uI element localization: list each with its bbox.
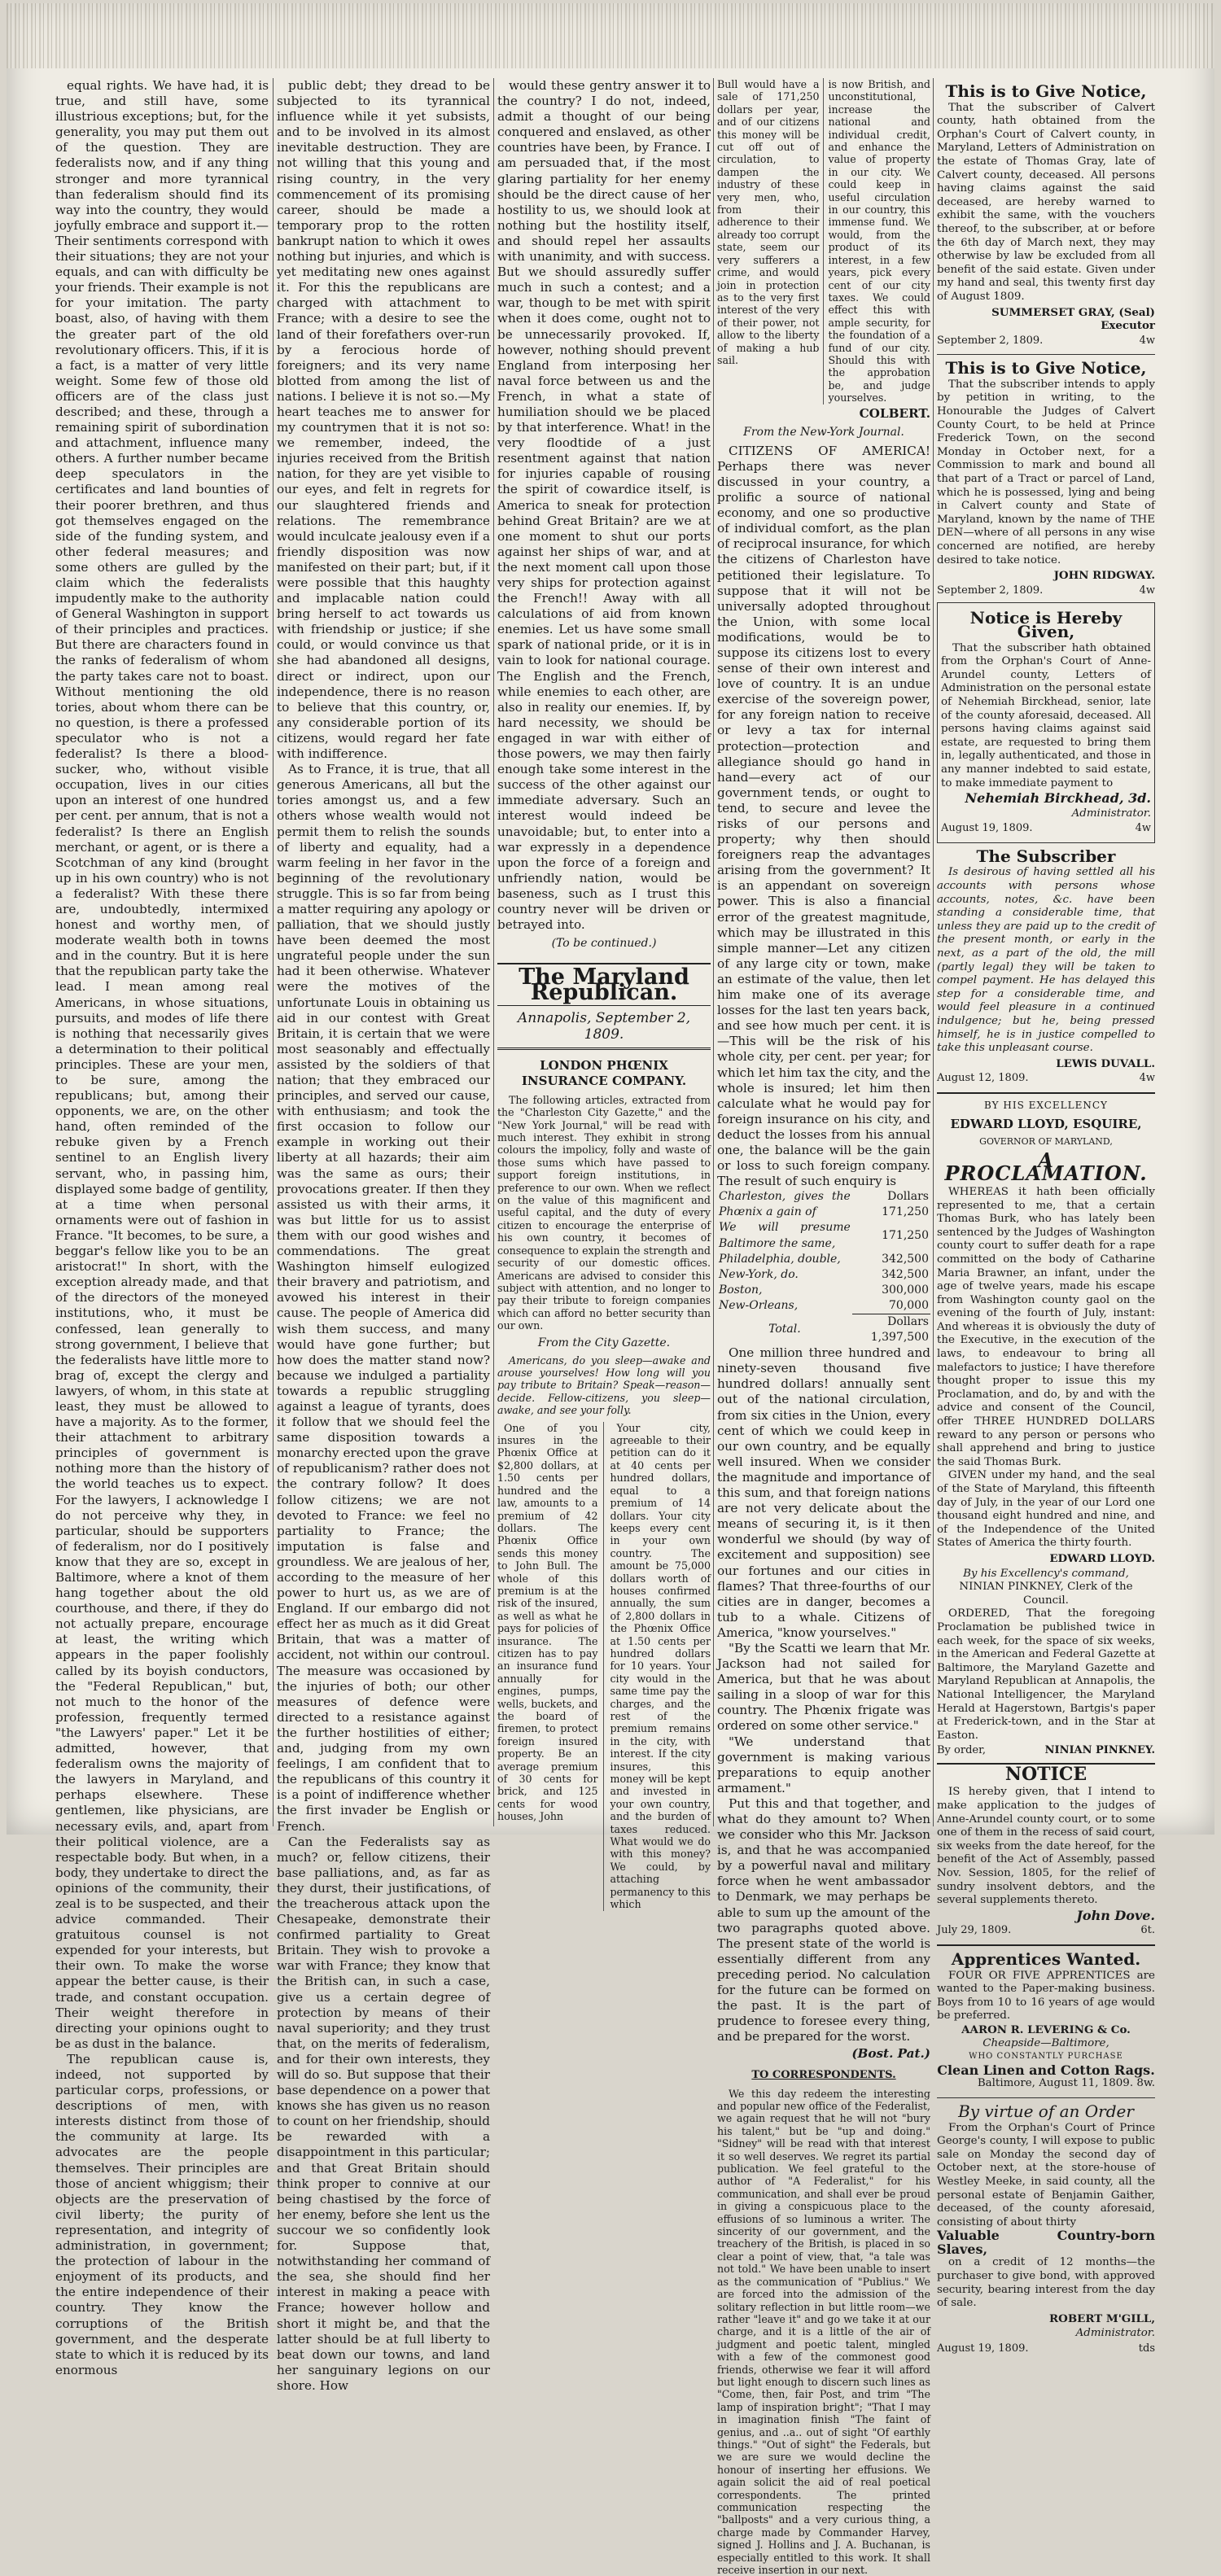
ad-title: By virtue of an Order (958, 2101, 1134, 2121)
gains-table (717, 1189, 930, 1345)
notice-body: IS hereby given, that I intend to make application to the judges of Anne-Arundel county court, or to some one of them in the recess of said court, six weeks from the date hereof, for the benefit of the Act of Assembly, passed Nov. Session, 1805, for the relief of sundry insolvent debtors, and the several supplements thereto. (937, 1786, 1155, 1907)
quote-paragraph: Americans, do you sleep—awake and arouse yourselves! How long will you pay tribute to Britain? Speak—reason—decide. Fellow-citizens, you sleep—awake, and see your folly. (497, 1354, 711, 1417)
table-row (717, 1283, 930, 1298)
table-cell: 300,000 (882, 1283, 929, 1297)
article-paragraph: The republican cause is, indeed, not supported by particular corps, professions, or descriptions of men, with interests distinct from those of the community at large. Its advocates are the people themselves. Their principles are those of ancient whiggism; their objects are the preservation of civil liberty; the purity of representation, and integrity of administration, in government; the protection of labour in the enjoyment of its products, and the entire independence of their country. They know the corruptions of the British government, and the desperate state to which it is reduced by its enormous (55, 2051, 269, 2377)
article-paragraph: Put this and that together, and what do they amount to? When we consider who this Mr. Jackson is, and that he was accompanied by a powerful naval and military force when he went ambassador to Denmark, we may perhaps be able to sum up the amount of the two paragraphs quoted above. The present state of the world is essentially different from any preceding period. No calculation for the future can be formed on the past. It is the part of prudence to foresee every thing, and be prepared for the worst. (717, 1795, 930, 2045)
column-5-ads (937, 78, 1155, 2355)
proclamation-governor: GOVERNOR OF MARYLAND, (979, 1136, 1113, 1148)
ad-title: The Subscriber (976, 846, 1116, 866)
ad-body: Is desirous of having settled all his accounts with persons whose accounts, notes, &c. have been standing a considerable time, that unless they are paid up to the credit of the present month, or early in the next, as a part of the old, the mill (partly legal) they will be taken to compel payment. He has delayed this step for a considerable time, and would feel pleasure in a continued indulgence; but he, being pressed himself, he is in justice compelled to take this unpleasant course. (937, 866, 1155, 1055)
table-cell: Total. (768, 1323, 801, 1336)
column-4 (717, 78, 930, 2576)
two-column-block (497, 1422, 711, 1911)
ad-date: August 12, 1809. (937, 1072, 1029, 1085)
ad-terms: on a credit of 12 months—the purchaser to give bond, with approved security, bearing interest from the day of sale. (937, 2256, 1155, 2310)
ad-title: This is to Give Notice, (945, 81, 1147, 101)
signature: COLBERT. (859, 405, 930, 421)
proclamation-signature: EDWARD LLOYD. (1049, 1551, 1155, 1565)
notice-date-line (937, 1924, 1155, 1938)
source-attribution: (Bost. Pat.) (851, 2046, 930, 2062)
ad-signature: LEWIS DUVALL. (1056, 1056, 1155, 1070)
table-cell: New-York, do. (719, 1267, 799, 1281)
article-paragraph: CITIZENS OF AMERICA! Perhaps there was never discussed in your country, a prolific a source of national economy, and one so productive of individual comfort, as the plan of reciprocal insurance, for which the citizens of Charleston have petitioned their legislature. To suppose that it will not be universally adopted throughout the Union, with some local modifications, would be to suppose its citizens lost to every sense of their own interest and love of country. It is an undue exercise of the sovereign power, for any foreign nation to receive or levy a tax for internal protection—protection and allegiance should go hand in hand—every act of our government tends, or ought to tend, to secure and levee the risks of our persons and property; why then should foreigners reap the advantages arising from the government? It is an appendant on sovereign power. This is also a financial error of the greatest magnitude, which may be illustrated in this simple manner—Let any citizen of any large city or town, make an estimate of the value, then let him make one of its average losses for the last ten years back, and see how much per cent. it is—This will be the risk of his whole city, per cent. per year; for which let him tax the city, and the whole is insured; let him then calculate what he would pay for foreign insurance on his city, and deduct the losses from his annual one, the balance will be the gain or loss to such foreign company. The result of such enquiry is (717, 443, 930, 1189)
ad-run: 4w (1139, 334, 1155, 347)
ad-date: August 19, 1809. (937, 2342, 1029, 2355)
continued-two-column (717, 78, 930, 405)
boxed-ad (937, 602, 1155, 843)
table-cell: 171,250 (882, 1228, 929, 1242)
continued-note: (To be continued.) (551, 937, 657, 951)
ad-signature: SUMMERSET GRAY, (Seal) Executor (991, 305, 1155, 333)
ad-place: Cheapside—Baltimore, (982, 2036, 1109, 2049)
column-3 (497, 78, 711, 1911)
order-signature: NINIAN PINKNEY. (1044, 1744, 1155, 1757)
table-cell: Dollars 171,250 (882, 1190, 929, 1219)
ad-date: August 19, 1809. (941, 822, 1033, 835)
article-paragraph: Can the Federalists say as much? or, fellow citizens, their base palliations, and, as far as they durst, their justifications, of the treacherous attack upon the Chesapeake, demonstrate their confirmed partiality to Great Britain. They wish to provoke a war with France; they know that the British can, in such a case, give us a certain degree of protection by means of their naval superiority; and they trust that, on the merits of federalism, and for their own interests, they will do so. But suppose that their base dependence on a power that knows she has given us no reason to count on her friendship, should be rewarded with a disappointment in this particular; and that Great Britain should think proper to connive at our being chastised by the force of her enemy, before she lent us the succour we so confidently look for. Suppose that, notwithstanding her command of the sea, she should find her interest in making a peace with France; however hollow and short it might be, and that the latter should be at full liberty to beat down our towns, and land her sanguinary legions on our shore. How (277, 1834, 490, 2393)
article-paragraph: equal rights. We have had, it is true, and still have, some illustrious exceptions; but, for the generality, you may put them out of the question. They are federalists now, and if any thing stronger and more tyrannical than federalism should find its way into the country, they would joyfully embrace and support it.—Their sentiments correspond with their situations; they are not your equals, and can with difficulty be your friends. Their example is not for your imitation. The party boast, also, of having with them the greater part of the old revolutionary officers. This, if it is a fact, is a matter of very little weight. Some few of those old officers are of the class just described; and these, through a remaining spirit of subordination and attachment, influence many others. A further number became deep speculators in the certificates and land bounties of their poorer brethren, and thus got themselves engaged on the side of the funding system, and other federal measures; and some others are gulled by the claim which the federalists impudently make to the authority of General Washington in support of their principles and practices. But there are characters found in the ranks of federalism of whom the party takes care not to boast. Without mentioning the old tories, about whom there can be no question, is there a professed speculator who is not a federalist? Is there a blood-sucker, who, without visible occupation, lives in our cities upon an interest of one hundred per cent. per annum, that is not a federalist? Is there an English merchant, or agent, or is there a Scotchman of any kind (brought up in his own country) who is not a federalist? With these there are, undoubtedly, intermixed honest and worthy men, of moderate wealth both in towns and in the country. But it is here that the republican party take the lead. I mean among real Americans, in whose situations, pursuits, and modes of life there is nothing that necessarily gives a determination to their political principles. These are your men, to be sure, among the republicans; but, among their opponents, we are, on the other hand, often reminded of the rebuke given by a French sentinel to an English livery servant, who, in passing him, displayed some badge of gentility, at a time when personal ornaments were out of fashion in France. "It becomes, to be sure, a beggar's fellow like you to be an aristocrat!" In short, with the exception already made, and that of the directors of the moneyed institutions, who, it must be confessed, lean generally to strong government, I believe that the federalists have little more to brag of, except the clergy and lawyers, of whom, in this state at least, they must be allowed to have a majority. As to the former, their attachment to arbitrary principles of government is nothing more than the history of the world teaches us to expect. For the lawyers, I acknowledge I do not perceive why they, in particular, should be supporters of federalism, nor do I positively know that they are so, except in Baltimore, where a knot of them hang together about the old courthouse, and there, if they do not actually prepare, encourage at least, the writing which appears in the paper foolishly called by its boyish conductors, the "Federal Republican," but, not much to the honor of the profession, frequently termed "the Lawyers' paper." Let it be admitted, however, that federalism owns the majority of the lawyers in Maryland, and perhaps elsewhere. These gentlemen, like physicians, are necessary evils, and, apart from their political violence, are a respectable body. But when, in a body, they undertake to direct the opinions of the community, their zeal is to be suspected, and their advice commanded. Their gratuitous counsel is not expended for your interests, but their own. To make the worse appear the better cause, is their trade, and constant occupation. Their weight therefore in directing your opinions ought to be as dust in the balance. (55, 78, 269, 2051)
source-line: From the City Gazette. (537, 1336, 671, 1349)
proclamation-body: WHEREAS it hath been officially represented to me, that a certain Thomas Burk, who has lately been sentenced by the Judges of Washington county court to suffer death for a rape committed on the body of Catharine Maria Brawner, an infant, under the age of twelve years, made his escape from Washington county gaol on the evening of the fourth of July, instant: And whereas it is obviously the duty of the Executive, in the execution of the laws, to endeavour to bring all malefactors to justice; I have therefore thought proper to issue this my Proclamation, and do, by and with the advice and consent of the Council, offer THREE HUNDRED DOLLARS reward to any person or persons who shall apprehend and bring to justice the said Thomas Burk. (937, 1185, 1155, 1468)
ad-body: That the subscriber intends to apply by petition in writing, to the Honourable the Judges of Calvert County Court, to be held at Prince Frederick Town, on the second Monday in October next, for a Commission to mark and bound all that part of a Tract or parcel of Land, which he is possessed, lying and being in Calvert county and State of Maryland, known by the name of THE DEN—where of all persons in any wise concerned are notified, are hereby desired to take notice. (937, 378, 1155, 566)
table-cell: Philadelphia, double, (719, 1252, 841, 1266)
divider (937, 354, 1155, 355)
proclamation-by: BY HIS EXCELLENCY (984, 1099, 1108, 1111)
table-row (717, 1220, 930, 1251)
article-paragraph: The following articles, extracted from the "Charleston City Gazette," and the "New York Journal," will be read with much interest. They exhibit in strong colours the impolicy, folly and waste of those sums which have passed to support foreign institutions, in preference to our own. When we reflect on the value of this magnificent and useful capital, and the duty of every citizen to encourage the enterprise of his own country, it becomes of consequence to explain the strength and security of our domestic offices. Americans are advised to consider this subject with attention, and no longer to pay their tribute to foreign companies which can afford no better security than our own. (497, 1093, 711, 1332)
proclamation-name: EDWARD LLOYD, ESQUIRE, (950, 1116, 1142, 1131)
table-row (717, 1189, 930, 1220)
ad-title: Notice is Hereby Given, (969, 608, 1123, 641)
ad-signature: AARON R. LEVERING & Co. (961, 2023, 1131, 2036)
table-total-row (717, 1314, 930, 1346)
dateline: Annapolis, September 2, 1809. (497, 1009, 711, 1049)
torn-top-edge (7, 3, 1214, 68)
article-paragraph: "By the Scatti we learn that Mr. Jackson had not sailed for America, but that he was about sailing in a sloop of war for this country. The Phœnix frigate was ordered on some other service." (717, 1640, 930, 1734)
ad-run: 4w (1139, 1072, 1155, 1085)
ad-body: That the subscriber hath obtained from the Orphan's Court of Anne-Arundel county, Letters of Administration on the personal estate of Nehemiah Birckhead, senior, late of the county aforesaid, deceased. All persons having claims against said estate, are requested to bring them in, legally authenticated, and those in any manner indebted to said estate, to make immediate payment to (941, 641, 1151, 789)
ad-date: September 2, 1809. (937, 584, 1044, 597)
ad-headline: Valuable Country-born Slaves, (937, 2228, 1155, 2257)
table-cell: 70,000 (852, 1298, 930, 1314)
ad-title: This is to Give Notice, (945, 358, 1147, 378)
ad-run: 4w (1135, 822, 1151, 835)
article-paragraph: One million three hundred and ninety-seven thousand five hundred dollars! annually sent out of the national circulation, from six cities in the Union, every cent of which we could keep in our own country, and be equally well insured. When we consider the magnitude and importance of this sum, and that foreign nations are not very delicate about the means of securing it, is it then wonderful we should (by way of excitement and supposition) see our fortunes and our cities in flames? That three-fourths of our cities are in danger, becomes a tub to a whale. Citizens of America, "know yourselves." (717, 1345, 930, 1640)
proclamation-ordered: ORDERED, That the foregoing Proclamation be published twice in each week, for the space of six weeks, in the American and Federal Gazette at Baltimore, the Maryland Gazette and Maryland Republican at Annapolis, the National Intelligencer, the Maryland Herald at Hagerstown, Bartgis's paper at Frederick-town, and in the Star at Easton. (937, 1607, 1155, 1742)
notice-signature: John Dove. (1076, 1907, 1155, 1923)
notice-title: NOTICE (937, 1763, 1155, 1782)
ad-run: 4w (1139, 584, 1155, 597)
article-paragraph: "We understand that government is making various preparations to equip another armament." (717, 1734, 930, 1795)
article-paragraph: public debt; they dread to be subjected to its tyrannical influence while it yet subsists, and to be involved in its almost inevitable destruction. They are not willing that this young and rising country, in the very commencement of its promising career, should be made a temporary prop to the rotten bankrupt nation to which it owes nothing but injuries, and which is yet meditating new ones against it. For this the republicans are charged with attachment to France; with a desire to see the land of their forefathers over-run by a ferocious horde of foreigners; and its very name blotted from among the list of nations. I believe it is not so.—My heart teaches me to answer for my countrymen that it is not so: we remember, indeed, the injuries received from the British nation, for they are yet visible to our eyes, and felt in regrets for our slaughtered friends and relations. The remembrance would inculcate jealousy even if a friendly disposition was now manifested on their part; but, if it were possible that this haughty and implacable nation could bring herself to act towards us with friendship or justice; if she could, or would convince us that she had abandoned all designs, direct or indirect, upon our independence, there is no reason to believe that this country, or, any considerable portion of its citizens, would regard her fate with indifference. (277, 78, 490, 762)
column-1 (55, 78, 269, 2377)
ad-headline: Clean Linen and Cotton Rags. (937, 2062, 1155, 2078)
column-rule (713, 78, 714, 1826)
proclamation-title: A PROCLAMATION. (944, 1148, 1148, 1186)
column-rule (493, 78, 494, 1826)
proclamation-given: GIVEN under my hand, and the seal of the State of Maryland, this fifteenth day of July, in the year of our Lord one thousand eight hundred and nine, and of the Independence of the United States of America the thirty fourth. (937, 1469, 1155, 1550)
ad-title: Apprentices Wanted. (951, 1949, 1141, 1969)
ad-signature: JOHN RIDGWAY. (1053, 569, 1155, 583)
right-subcolumn: Your city, agreeable to their petition can do it at 40 cents per hundred dollars, equal to a premium of 14 dollars. Your city keeps every cent in your own country. The amount be 75,000 dollars worth of houses confirmed annually, the sum of 2,800 dollars in the Phœnix Office at 1.50 cents per hundred dollars for 10 years. Your city would in the same time pay the charges, and the rest of the premium remains in the city, with interest. If the city insures, this money will be kept and invested in your own country, and the burden of taxes reduced. What would we do with this money? We could, by attaching permanency to this which (610, 1421, 711, 1911)
notice-run: 6t. (1140, 1924, 1155, 1937)
table-cell: Dollars 1,397,500 (870, 1315, 929, 1345)
ad-body: FOUR OR FIVE APPRENTICES are wanted to the Paper-making business. Boys from 10 to 16 years of age would be preferred. (937, 1969, 1155, 2023)
column-2 (277, 78, 490, 2393)
order-by: By order, (937, 1744, 987, 1757)
newspaper-page (7, 3, 1214, 2576)
table-cell: 342,500 (882, 1267, 929, 1281)
table-cell: Boston, (719, 1283, 763, 1297)
right-subcolumn: is now British, and unconstitutional, increase the national and individual credit, and enhance the value of property in our city. We could keep in useful circulation in our country, this immense fund. We would, from the product of its interest, in a few years, pick every cent of our city taxes. We could effect this with ample security, for the foundation of a fund of our city. Should this with the approbation be, and judge yourselves. (828, 78, 930, 405)
table-cell: We will presume Baltimore the same, (719, 1221, 851, 1250)
column-rule (933, 78, 934, 1826)
ad-role: Administrator. (1075, 2327, 1155, 2340)
order-line (937, 1744, 1155, 1758)
table-cell: Charleston, gives the Phœnix a gain of (719, 1190, 851, 1219)
ad-date-line (937, 335, 1155, 348)
ad-body: From the Orphan's Court of Prince George's county, I will expose to public sale on Monday the second day of October next, at the store-house of Westley Meeke, in said county, all the personal estate of Benjamin Gaither, deceased, of the county aforesaid, consisting of about thirty (937, 2121, 1155, 2228)
section-heading: TO CORRESPONDENTS. (751, 2068, 896, 2081)
ad-signature: ROBERT M'GILL, (1049, 2311, 1155, 2325)
left-subcolumn: Bull would have a sale of 171,250 dollars per year, and of our citizens this money will be cut off out of circulation, to dampen the industry of these very men, who, from their adherence to their already too corrupt state, seem our very sufferers a crime, and would join in protection as to the very first interest of the very of their power, not allow to the liberty of making a hub sail. (717, 78, 824, 405)
table-cell: New-Orleans, (719, 1299, 799, 1313)
source-line: From the New-York Journal. (743, 425, 904, 439)
correspondents-text: We this day redeem the interesting and popular new office of the Federalist, we again request that he will not "bury his talent," but be "up and doing." "Sidney" will be read with that interest it so well deserves. We regret its partial publication. We feel grateful to the author of "A Federalist," for his communication, and shall ever be proud in giving a conspicuous place to the effusions of so luminous a writer. The sincerity of our government, and the treachery of the British, is placed in so clear a point of view, that, "a tale was not told." We have been unable to insert as the communication of "Publius." We are forced into the admission of the solitary reflection in but little room—we rather "leave it" and go we take it at our charge, and it is a little of the air of judgment and poetic talent, mingled with a few of the commonest good friends, otherwise we fear it will afford but light enough to discern such lines as "Come, then, fair Post, and trim "The lamp of inspiration bright"; "That I may in imagination finish "The faint of genius, and ..a.. out of sight "Of earthly things." "Out of sight" the Federals, but we are sure we would decline the honour of inserting her effusions. We again solicit the aid of real poetical correspondents. The printed communication respecting the "ballposts" and a very curious thing, a charge made by Commander Harvey, signed J. Hollins and J. A. Buchanan, is especially entitled to this work. It shall receive insertion in our next. (717, 2087, 930, 2576)
table-cell: 342,500 (882, 1252, 929, 1266)
ad-date-line (937, 584, 1155, 598)
ad-date-line (937, 2342, 1155, 2356)
article-paragraph: would these gentry answer it to the country? I do not, indeed, admit a thought of our being conquered and enslaved, as other countries have been, by France. I am persuaded that, if the most glaring partiality for her enemy should be the direct cause of her hostility to us, we should look at nothing but the hostility itself, and should repel her assaults with unanimity, and with success. But we should assuredly suffer much in such a contest; and a war, though to be met with spirit when it does come, ought not to be unnecessarily provoked. If, however, nothing should prevent England from interposing her naval force between us and the French, in what a state of humiliation should we be placed by that interference. What! in the very floodtide of a just resentment against that nation for injuries capable of rousing the spirit of cowardice itself, is America to sneak for protection behind Great Britain? are we at one moment to shut our ports against her ships of war, and at the next moment call upon those very ships for protection against the French!! Away with all calculations of aid from known enemies. Let us have some small spark of national pride, or it is in vain to look for national courage. The English and the French, while enemies to each other, are also in reality our enemies. If, by hard necessity, we should be engaged in war with either of those powers, we may then fairly enough take some interest in the success of the other against our immediate adversary. Such an interest would indeed be unavoidable; but, to enter into a war expressly in a dependence upon the force of a foreign and unfriendly nation, would be baseness, such as I trust this country never will be driven or betrayed into. (497, 78, 711, 933)
ad-body: That the subscriber of Calvert county, hath obtained from the Orphan's Court of Calvert county, in Maryland, Letters of Administration on the estate of Thomas Gray, late of Calvert county, deceased. All persons having claims against the said deceased, are hereby warned to exhibit the same, with the vouchers thereof, to the subscriber, at or before the 6th day of March next, they may otherwise by law be excluded from all benefit of the said estate. Given under my hand and seal, this twenty first day of August 1809. (937, 101, 1155, 303)
ad-date: Baltimore, August 11, 1809. 8w. (977, 2077, 1155, 2090)
ad-date-line (941, 822, 1151, 836)
ad-date-line (937, 1072, 1155, 1086)
notice-date: July 29, 1809. (937, 1924, 1012, 1937)
divider (937, 2097, 1155, 2098)
table-row (717, 1267, 930, 1283)
ad-run: tds (1138, 2342, 1155, 2355)
proclamation-clerk: NINIAN PINKNEY, Clerk of the Council. (959, 1581, 1133, 1607)
left-subcolumn: One of you insures in the Phœnix Office at $2,800 dollars, at 1.50 cents per hundred and the law, amounts to a premium of 42 dollars. The Phœnix Office sends this money to John Bull. The whole of this premium is at the risk of the insured, as well as what he pays for policies of insurance. The citizen has to pay an insurance fund annually for engines, pumps, wells, buckets, and the board of firemen, to protect foreign insured property. Be an average premium of 30 cents for brick, and 125 cents for wood houses, John (497, 1422, 604, 1911)
column-rule (273, 78, 274, 1826)
article-heading: LONDON PHŒNIX INSURANCE COMPANY. (521, 1057, 687, 1088)
article-paragraph: As to France, it is true, that all generous Americans, all but the tories amongst us, and a few others whose wealth would not permit them to relish the sounds of liberty and equality, had a warm feeling in her favor in the beginning of the revolutionary struggle. This is so far from being a matter requiring any apology or palliation, that we should justly have been deemed the most ungrateful people under the sun had it been otherwise. Whatever were the motives of the unfortunate Louis in obtaining us aid in our contest with Great Britain, it is certain that we were most seasonably and effectually assisted by the soldiers of that nation; that they embraced our principles, and served our cause, with enthusiasm; and took the first occasion to follow our example in working out their liberty at all hazards; their aim was the same as ours; their provocations greater. If then they assisted us with their arms, it was but little for us to assist them with our good wishes and commendations. The great Washington himself eulogized their bravery and patriotism, and avowed his interest in their cause. The people of America did wish them success, and many would have gone further; but how does the matter stand now? because we indulged a partiality towards a republic struggling against a league of tyrants, does it follow that we should feel the same disposition towards a monarchy erected upon the grave of republicanism? rather does not the contrary follow? It does follow citizens; we are not devoted to France: we feel no partiality to France; the imputation is false and groundless. We are jealous of her, according to the measure of her power to hurt us, as we are of England. If our embargo did not effect her as much as it did Great Britain, that was a matter of accident, not within our controul. The measure was occasioned by the injuries of both; our other measures of defence were directed to a resistance against the further hostilities of either; and, judging from my own feelings, I am confident that to the republicans of this country it is a point of indifference whether the first invader be English or French. (277, 762, 490, 1834)
divider (937, 1944, 1155, 1946)
ad-role: Administrator. (1071, 807, 1151, 820)
table-row (717, 1298, 930, 1314)
masthead: The Maryland Republican. (497, 963, 711, 1006)
divider (937, 1092, 1155, 1094)
proclamation-command: By his Excellency's command, (963, 1567, 1129, 1580)
table-row (717, 1252, 930, 1267)
ad-note: WHO CONSTANTLY PURCHASE (969, 2052, 1123, 2062)
ad-date: September 2, 1809. (937, 334, 1044, 347)
ad-signature: Nehemiah Birckhead, 3d. (965, 790, 1151, 807)
